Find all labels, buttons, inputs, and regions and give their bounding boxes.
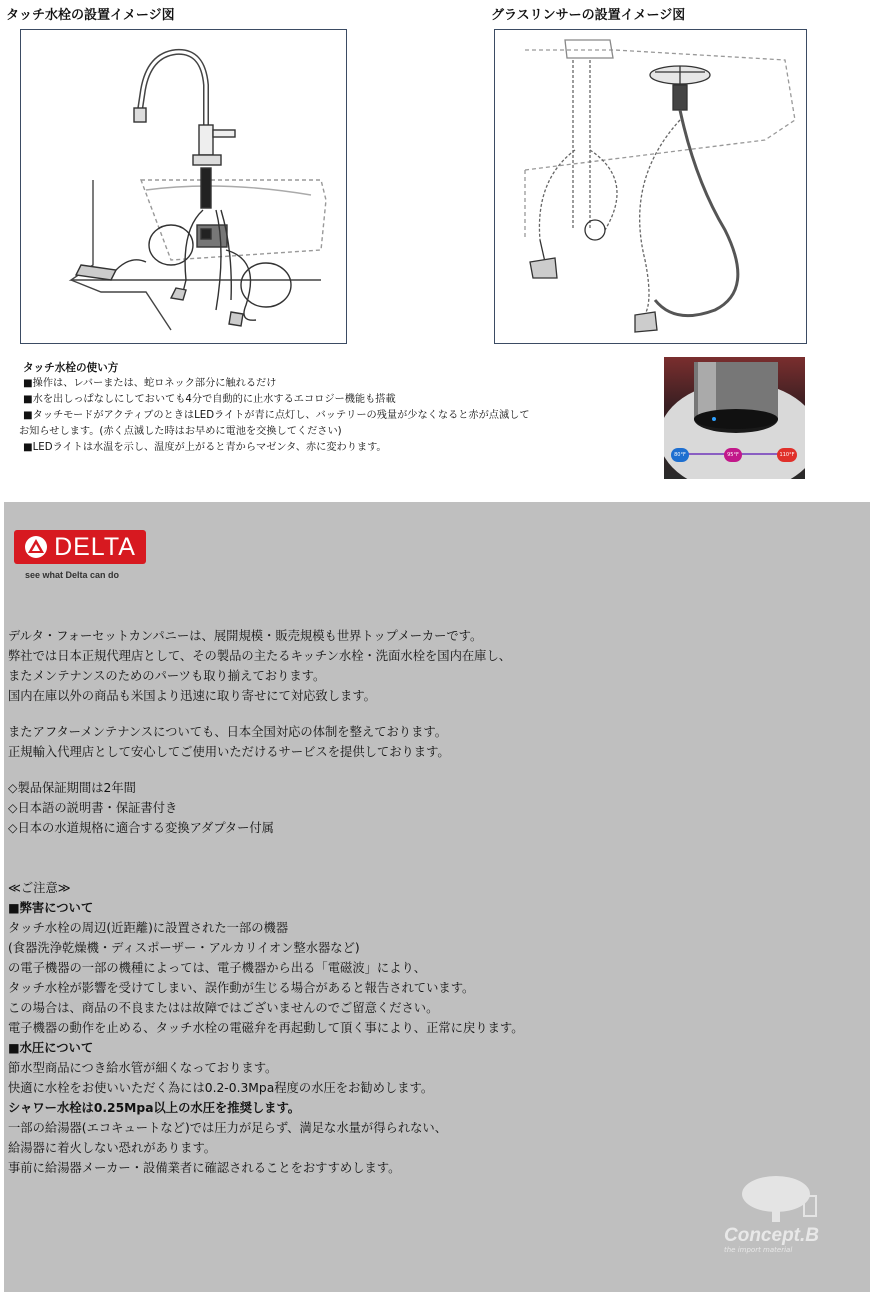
touch-faucet-title: タッチ水栓の設置イメージ図 — [6, 8, 175, 23]
notice-line: 電子機器の動作を止める、タッチ水栓の電磁弁を再起動して頂く事により、正常に戻ります。 — [8, 1021, 524, 1035]
notice-line: 快適に水栓をお使いいただく為には0.2-0.3Mpa程度の水圧をお勧めします。 — [8, 1081, 434, 1095]
concept-b-watermark — [724, 1172, 830, 1256]
led-temp-hot: 110°F — [777, 448, 797, 462]
usage-line: ■操作は、レバーまたは、蛇ロネック部分に触れるだけ — [23, 378, 277, 389]
usage-line: ■LEDライトは水温を示し、温度が上がると青からマゼンタ、赤に変わります。 — [23, 442, 387, 453]
shower-pressure-note: シャワー水栓は0.25Mpa以上の水圧を推奨します。 — [8, 1101, 301, 1115]
intro-section — [8, 626, 511, 838]
notice-line: 事前に給湯器メーカー・設備業者に確認されることをおすすめします。 — [8, 1161, 401, 1175]
intro-line: デルタ・フォーセットカンパニーは、展開規模・販売規模も世界トップメーカーです。 — [8, 629, 483, 643]
notice-line: この場合は、商品の不良またはは故障ではございませんのでご留意ください。 — [8, 1001, 439, 1015]
notice-line: 節水型商品につき給水管が細くなっております。 — [8, 1061, 278, 1075]
usage-section — [19, 360, 663, 456]
touch-faucet-diagram — [20, 29, 347, 344]
notice-line: (食器洗浄乾燥機・ディスポーザー・アルカリイオン整水器など) — [8, 941, 360, 955]
usage-line: お知らせします。(赤く点滅した時はお早めに電池を交換してください) — [19, 426, 342, 437]
usage-line: ■水を出しっぱなしにしておいても4分で自動的に止水するエコロジー機能も搭載 — [23, 394, 396, 405]
usage-line: ■タッチモードがアクティブのときはLEDライトが青に点灯し、バッテリーの残量が少なくなると赤が点滅して — [23, 410, 530, 421]
watermark-name: Concept.B — [724, 1225, 819, 1246]
glass-rinser-title: グラスリンサーの設置イメージ図 — [491, 8, 686, 23]
notice-line: タッチ水栓の周辺(近距離)に設置された一部の機器 — [8, 921, 289, 935]
intro-line: またメンテナンスのためのパーツも取り揃えております。 — [8, 669, 326, 683]
notice-heading: ≪ご注意≫ — [8, 881, 71, 895]
notice-line: の電子機器の一部の機種によっては、電子機器から出る「電磁波」により、 — [8, 961, 427, 975]
delta-triangle-icon — [24, 535, 48, 559]
notice-section — [8, 878, 524, 1178]
usage-heading: タッチ水栓の使い方 — [23, 362, 119, 374]
feature-item: ◇日本語の説明書・保証書付き — [8, 801, 178, 815]
delta-logo — [14, 530, 146, 564]
brand-tagline: see what Delta can do — [25, 570, 120, 580]
feature-item: ◇日本の水道規格に適合する変換アダプター付属 — [8, 821, 274, 835]
feature-item: ◇製品保証期間は2年間 — [8, 781, 136, 795]
pressure-title: ■水圧について — [8, 1041, 94, 1055]
intro-line: 正規輸入代理店として安心してご使用いただけるサービスを提供しております。 — [8, 745, 450, 759]
glass-rinser-diagram — [494, 29, 807, 344]
intro-line: またアフターメンテナンスについても、日本全国対応の体制を整えております。 — [8, 725, 447, 739]
led-photo — [664, 357, 805, 479]
brand-name: DELTA — [54, 532, 136, 561]
notice-line: タッチ水栓が影響を受けてしまい、誤作動が生じる場合があると報告されています。 — [8, 981, 475, 995]
intro-line: 弊社では日本正規代理店として、その製品の主たるキッチン水栓・洗面水栓を国内在庫し、 — [8, 649, 512, 663]
intro-line: 国内在庫以外の商品も米国より迅速に取り寄せにて対応致します。 — [8, 689, 376, 703]
notice-line: 一部の給湯器(エコキュートなど)では圧力が足らず、満足な水量が得られない、 — [8, 1121, 448, 1135]
tree-icon — [724, 1172, 830, 1222]
led-temp-cool: 80°F — [671, 448, 689, 462]
watermark-sub: the import material — [724, 1246, 793, 1254]
notice-line: 給湯器に着火しない恐れがあります。 — [8, 1141, 217, 1155]
interference-title: ■弊害について — [8, 901, 94, 915]
led-temp-warm: 95°F — [724, 448, 742, 462]
